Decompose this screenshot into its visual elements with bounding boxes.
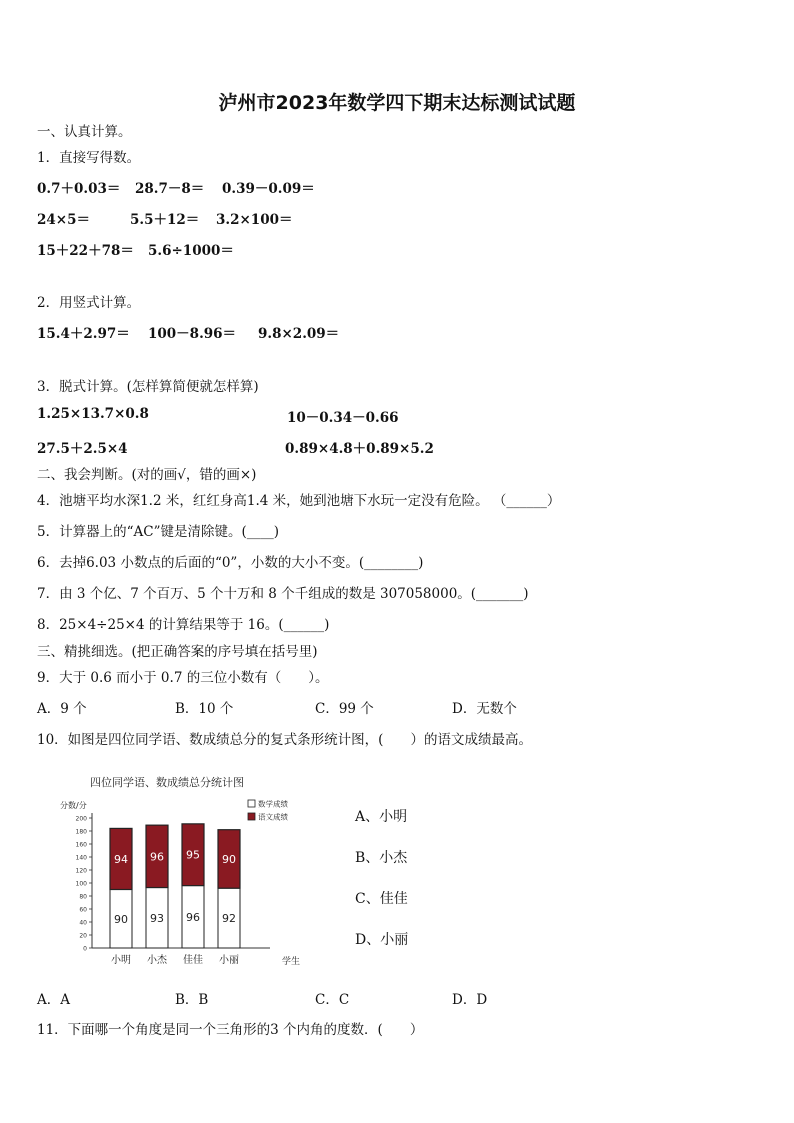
q10-side-option: B、小杰 (355, 850, 408, 866)
x-tick-label: 小明 (111, 955, 131, 966)
judge-item: 5．计算器上的“AC”键是清除键。(____) (37, 524, 280, 540)
q10-option: A．A (37, 992, 70, 1008)
q3-item: 27.5＋2.5×4 (37, 441, 128, 457)
q10-side-option: A、小明 (355, 809, 408, 825)
page-title: 泸州市2023年数学四下期末达标测试试题 (218, 92, 576, 114)
q1-item: 3.2×100＝ (216, 212, 293, 228)
y-tick-label: 60 (79, 906, 87, 914)
y-tick-label: 0 (83, 945, 87, 953)
q2-label: 2．用竖式计算。 (37, 295, 141, 311)
q1-item: 0.39－0.09＝ (222, 181, 315, 197)
bar-chinese-label: 94 (114, 852, 128, 866)
y-tick-label: 100 (75, 880, 87, 888)
q1-label: 1．直接写得数。 (37, 150, 141, 166)
legend-swatch (248, 813, 255, 820)
y-tick-label: 160 (75, 841, 87, 849)
y-tick-label: 140 (75, 854, 87, 862)
q3-label: 3．脱式计算。(怎样算简便就怎样算) (37, 379, 259, 395)
q9-stem: 9．大于 0.6 而小于 0.7 的三位小数有（ ）。 (37, 670, 329, 686)
q1-item: 15＋22＋78＝ (37, 243, 134, 259)
q3-item: 0.89×4.8＋0.89×5.2 (285, 441, 434, 457)
x-tick-label: 佳佳 (183, 955, 203, 966)
section3-heading: 三、精挑细选。(把正确答案的序号填在括号里) (37, 644, 318, 660)
judge-item: 4．池塘平均水深1.2 米，红红身高1.4 米，她到池塘下水玩一定没有危险。 （______） (37, 493, 561, 509)
legend-swatch (248, 800, 255, 807)
y-tick-label: 200 (75, 815, 87, 823)
y-tick-label: 180 (75, 828, 87, 836)
section2-heading: 二、我会判断。(对的画√，错的画×) (37, 467, 257, 483)
chart-title: 四位同学语、数成绩总分统计图 (90, 776, 244, 789)
judge-item: 6．去掉6.03 小数点的后面的“0”，小数的大小不变。(________) (37, 555, 424, 571)
y-tick-label: 40 (79, 919, 87, 927)
q10-option: C．C (315, 992, 350, 1008)
q2-item: 9.8×2.09＝ (258, 326, 340, 342)
bar-math-label: 92 (222, 912, 236, 926)
q9-option: A．9 个 (37, 701, 87, 717)
q10-side-option: C、佳佳 (355, 891, 408, 907)
legend-label: 数学成绩 (258, 799, 288, 809)
q9-option: D．无数个 (452, 701, 517, 717)
q2-item: 15.4＋2.97＝ (37, 326, 130, 342)
q9-option: C．99 个 (315, 701, 374, 717)
section1-heading: 一、认真计算。 (37, 124, 132, 140)
bar-chart (60, 770, 320, 975)
q10-side-option: D、小丽 (355, 932, 409, 948)
q9-option: B．10 个 (175, 701, 234, 717)
q1-item: 0.7＋0.03＝ (37, 181, 121, 197)
judge-item: 7．由 3 个亿、7 个百万、5 个十万和 8 个千组成的数是 307058000。(_______) (37, 586, 529, 602)
q1-item: 28.7－8＝ (135, 181, 205, 197)
bar-math-label: 96 (186, 910, 200, 924)
judge-item: 8．25×4÷25×4 的计算结果等于 16。(______) (37, 617, 330, 633)
q10-option: D．D (452, 992, 488, 1008)
q10-option: B．B (175, 992, 209, 1008)
q10-stem: 10．如图是四位同学语、数成绩总分的复式条形统计图，( ）的语文成绩最高。 (37, 732, 532, 748)
bar-math-label: 93 (150, 911, 164, 925)
bar-chinese-label: 96 (150, 850, 164, 864)
bar-math-label: 90 (114, 912, 128, 926)
legend-label: 语文成绩 (258, 812, 288, 822)
q3-item: 10－0.34－0.66 (287, 410, 399, 426)
y-tick-label: 80 (79, 893, 87, 901)
q1-item: 5.5＋12＝ (130, 212, 200, 228)
q1-item: 24×5＝ (37, 212, 90, 228)
chart-x-label: 学生 (282, 957, 301, 967)
bar-chinese-label: 95 (186, 848, 200, 862)
q2-item: 100－8.96＝ (148, 326, 237, 342)
q11-stem: 11．下面哪一个角度是同一个三角形的3 个内角的度数．( ） (37, 1022, 424, 1038)
x-tick-label: 小杰 (147, 955, 167, 966)
bar-chinese-label: 90 (222, 852, 236, 866)
q3-item: 1.25×13.7×0.8 (37, 406, 149, 422)
y-tick-label: 120 (75, 867, 87, 875)
q1-item: 5.6÷1000＝ (148, 243, 234, 259)
y-tick-label: 20 (79, 932, 87, 940)
chart-y-label: 分数/分 (60, 801, 87, 810)
x-tick-label: 小丽 (219, 955, 239, 966)
